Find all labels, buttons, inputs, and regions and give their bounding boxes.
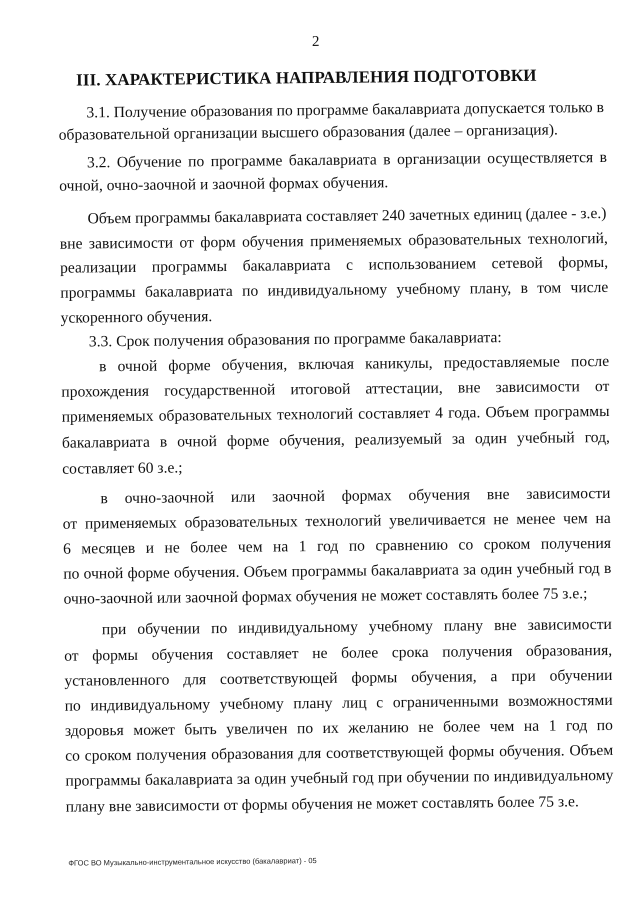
paragraph-line: программы бакалавриата по индивидуальному учебному плану, в том числе bbox=[60, 278, 609, 302]
paragraph-line: бакалавриата в очной форме обучения, реализуемый за один учебный год, bbox=[61, 428, 610, 452]
paragraph-line: вне зависимости от форм обучения применяемых образовательных технологий, bbox=[59, 229, 608, 253]
paragraph-line: 3.2. Обучение по программе бакалавриата в организации осуществляется в bbox=[86, 148, 608, 172]
paragraph-line: 3.3. Срок получения образования по программе бакалавриата: bbox=[88, 329, 502, 351]
paragraph-line: по индивидуальному учебному плану лиц с ограниченными возможностями bbox=[64, 691, 613, 715]
paragraph-line: программы бакалавриата за один учебный год при обучении по индивидуальному bbox=[65, 766, 614, 790]
paragraph-line: здоровья может быть увеличен по их желанию не более чем на 1 год по bbox=[64, 716, 613, 740]
paragraph-line: плану вне зависимости от формы обучения не может составлять более 75 з.е. bbox=[65, 793, 579, 816]
paragraph-line: составляет 60 з.е.; bbox=[62, 459, 183, 478]
page-footer: ФГОС ВО Музыкально-инструментальное искусство (бакалавриат) - 05 bbox=[68, 856, 317, 868]
paragraph-line: от применяемых образовательных технологий увеличивается не менее чем на bbox=[62, 509, 611, 533]
paragraph-line: ускоренного обучения. bbox=[60, 308, 213, 327]
paragraph-line: в очной форме обучения, включая каникулы, предоставляемые после bbox=[99, 352, 610, 376]
paragraph-line: Объем программы бакалавриата составляет 240 зачетных единиц (далее - з.е.) bbox=[87, 204, 607, 228]
paragraph-line: со сроком получения образования для соответствующей формы обучения. Объем bbox=[65, 741, 614, 765]
paragraph-line: в очно-заочной или заочной формах обучения вне зависимости bbox=[100, 484, 611, 508]
paragraph-line: 6 месяцев и не более чем на 1 год по сравнению со сроком получения bbox=[62, 534, 612, 558]
paragraph-line: прохождения государственной итоговой аттестации, вне зависимости от bbox=[61, 377, 610, 401]
paragraph-line: реализации программы бакалавриата с использованием сетевой формы, bbox=[59, 253, 609, 277]
page-number: 2 bbox=[311, 33, 320, 51]
paragraph-line: очной, очно-заочной и заочной формах обучения. bbox=[59, 174, 389, 195]
paragraph-line: очно-заочной или заочной формах обучения не может составлять более 75 з.е.; bbox=[63, 585, 588, 608]
paragraph-line: при обучении по индивидуальному учебному плану вне зависимости bbox=[101, 615, 612, 639]
paragraph-line: 3.1. Получение образования по программе бакалавриата допускается только в bbox=[86, 99, 605, 122]
paragraph-line: установленного для соответствующей формы обучения, а при обучении bbox=[64, 666, 613, 690]
section-heading: III. ХАРАКТЕРИСТИКА НАПРАВЛЕНИЯ ПОДГОТОВКИ bbox=[76, 65, 537, 90]
paragraph-line: по очной форме обучения. Объем программы бакалавриата за один учебный год в bbox=[63, 559, 612, 583]
paragraph-line: от формы обучения составляет не более срока получения образования, bbox=[64, 641, 613, 665]
paragraph-line: применяемых образовательных технологий составляет 4 года. Объем программы bbox=[61, 402, 610, 426]
paragraph-line: образовательной организации высшего образования (далее – организация). bbox=[58, 121, 558, 144]
